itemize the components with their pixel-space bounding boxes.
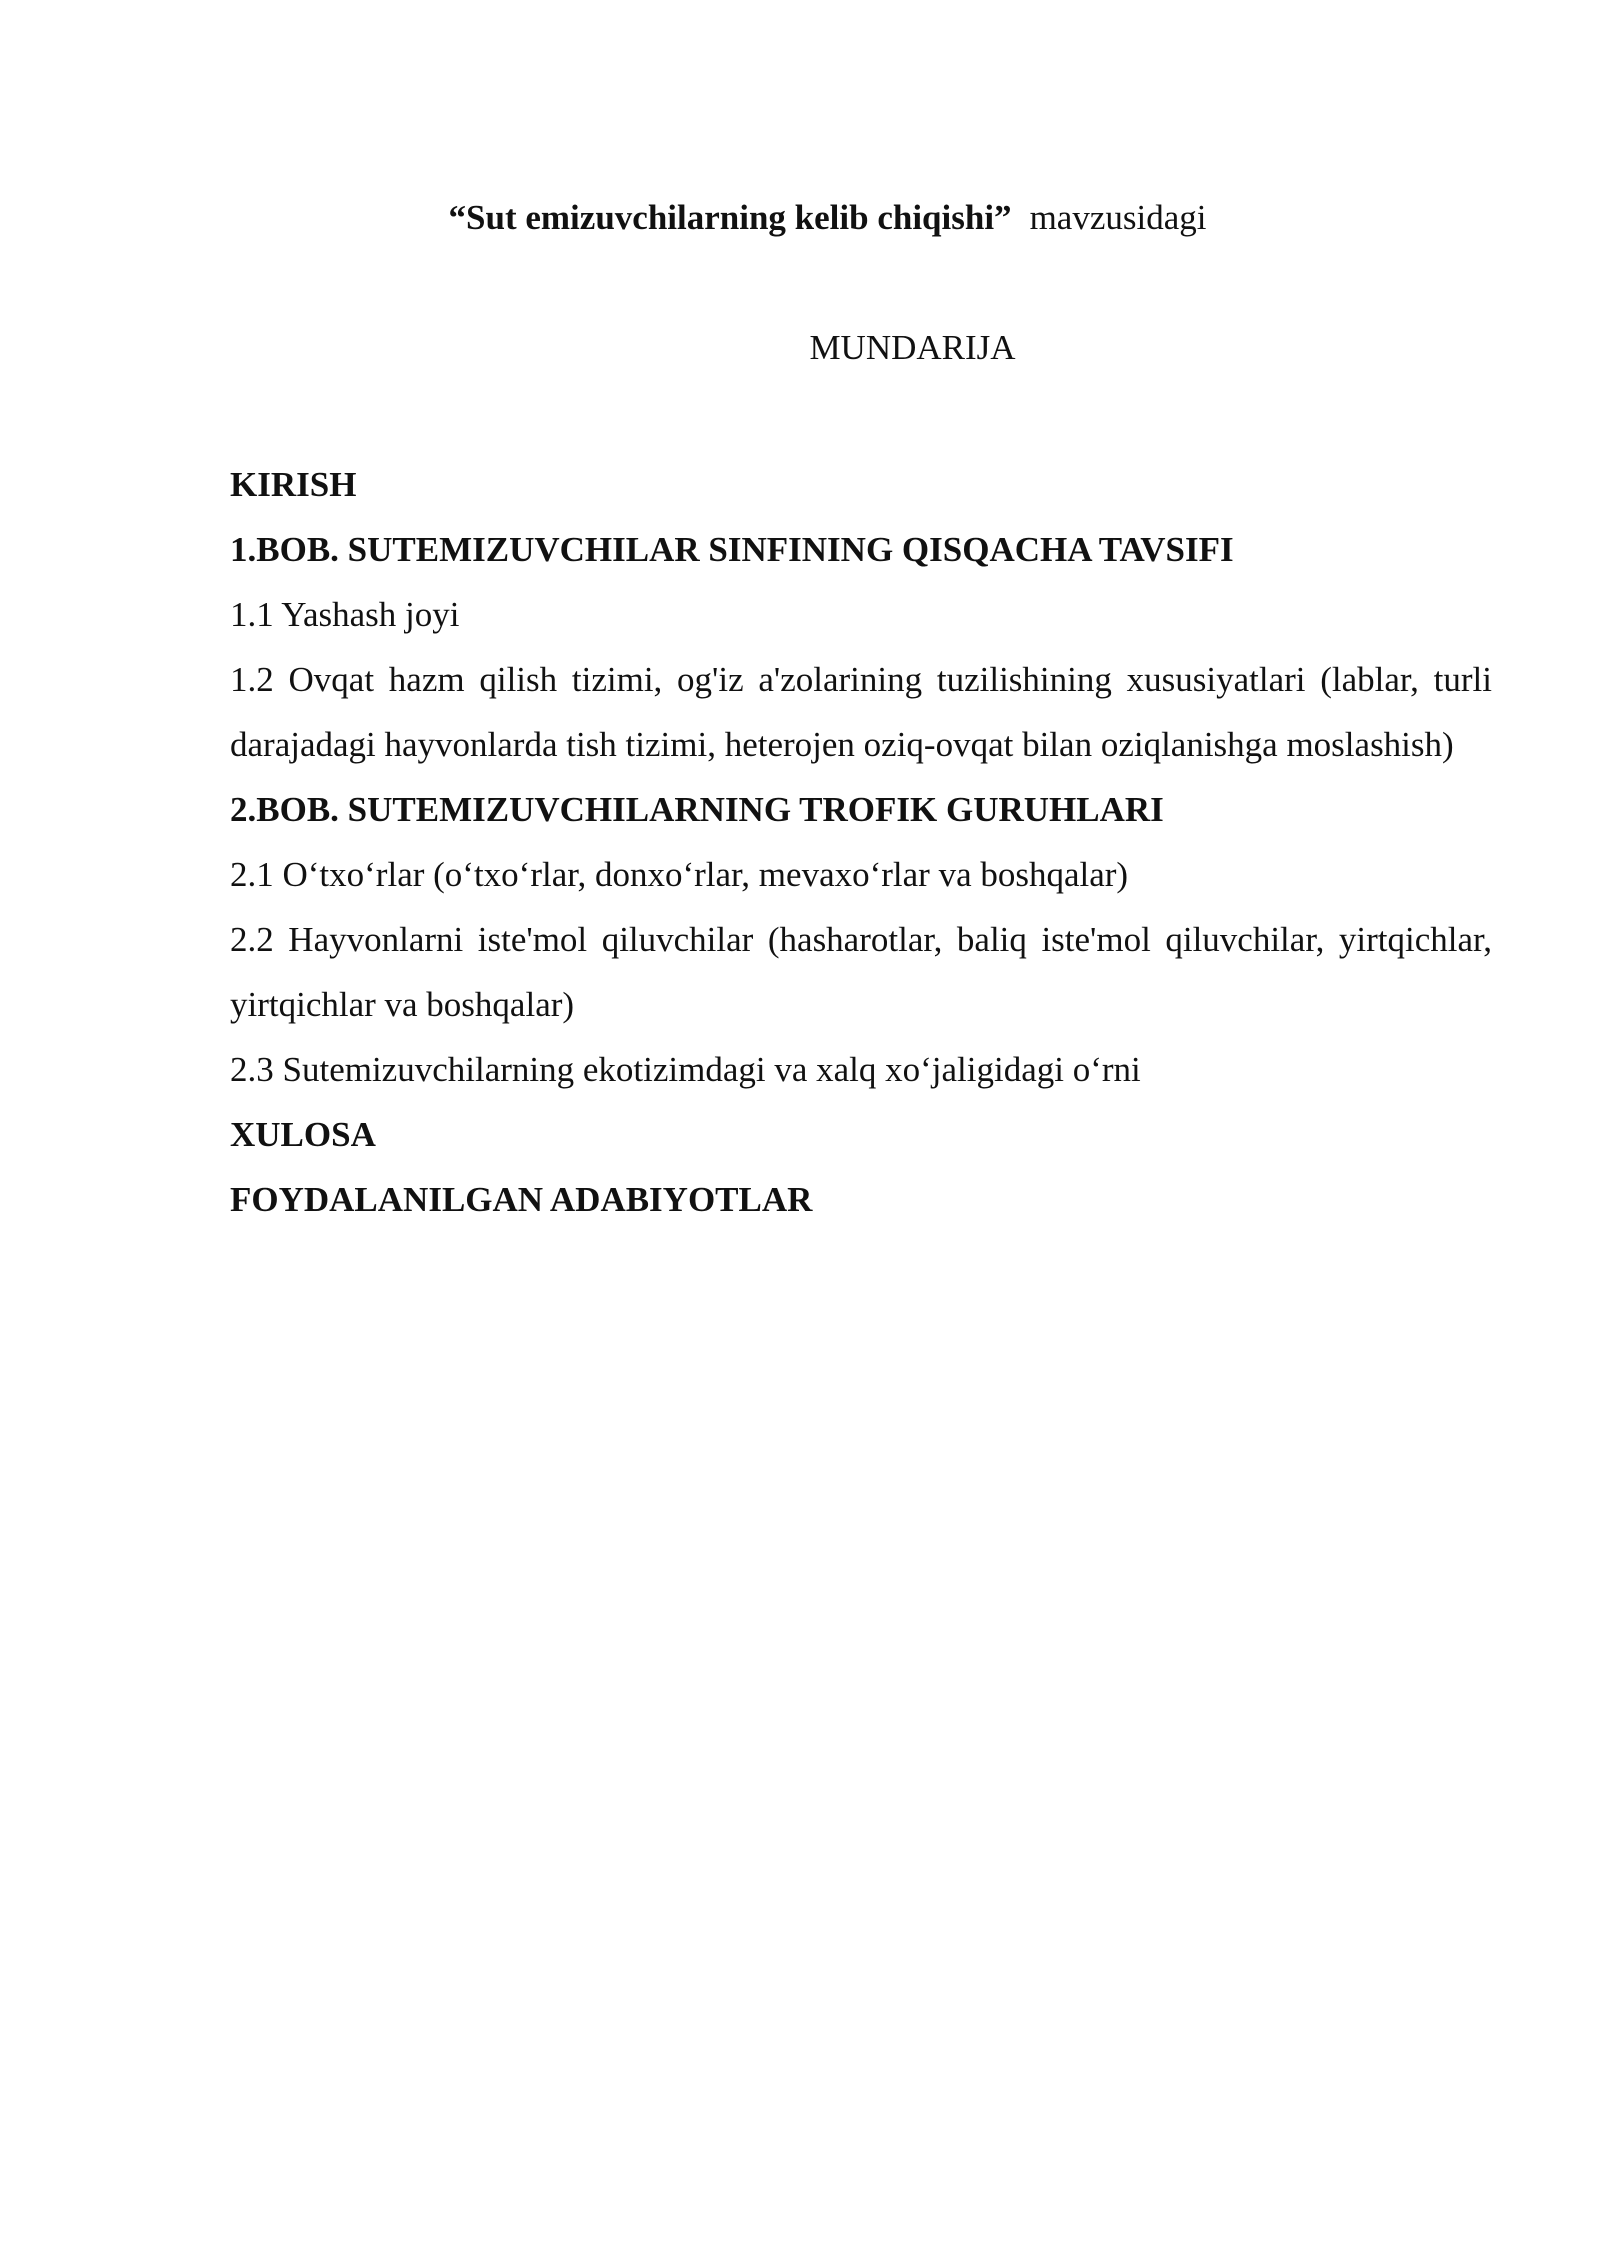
toc-entry-section-2-3: 2.3 Sutemizuvchilarning ekotizimdagi va xalq xo‘jaligidagi o‘rni xyxy=(230,1050,1141,1089)
toc-entry-chapter-2: 2.BOB. SUTEMIZUVCHILARNING TROFIK GURUHLARI xyxy=(230,790,1164,829)
toc-entry-references: FOYDALANILGAN ADABIYOTLAR xyxy=(230,1180,813,1219)
toc-heading-text: MUNDARIJA xyxy=(809,328,1016,367)
toc-entry-kirish: KIRISH xyxy=(230,465,357,504)
toc-entry-section-1-2: 1.2 Ovqat hazm qilish tizimi, og'iz a'zolarining tuzilishining xususiyatlari (lablar, turli darajadagi hayvonlarda tish tizimi, heterojen oziq-ovqat bilan oziqlanishga moslashish) xyxy=(230,660,1492,764)
toc-entry-section-1-1: 1.1 Yashash joyi xyxy=(230,595,460,634)
document-title xyxy=(0,194,1600,242)
toc-entry-section-2-1: 2.1 O‘txo‘rlar (o‘txo‘rlar, donxo‘rlar, mevaxo‘rlar va boshqalar) xyxy=(230,855,1129,894)
toc-entry-xulosa: XULOSA xyxy=(230,1115,376,1154)
toc-entry-chapter-1: 1.BOB. SUTEMIZUVCHILAR SINFINING QISQACHA TAVSIFI xyxy=(230,530,1234,569)
title-suffix: mavzusidagi xyxy=(1029,198,1207,237)
toc-heading xyxy=(0,324,1600,372)
table-of-contents xyxy=(230,452,1492,1232)
title-wrap xyxy=(449,194,1207,242)
title-topic: “Sut emizuvchilarning kelib chiqishi” xyxy=(448,198,1012,237)
toc-entry-section-2-2: 2.2 Hayvonlarni iste'mol qiluvchilar (hasharotlar, baliq iste'mol qiluvchilar, yirtqichlar, yirtqichlar va boshqalar) xyxy=(230,920,1492,1024)
